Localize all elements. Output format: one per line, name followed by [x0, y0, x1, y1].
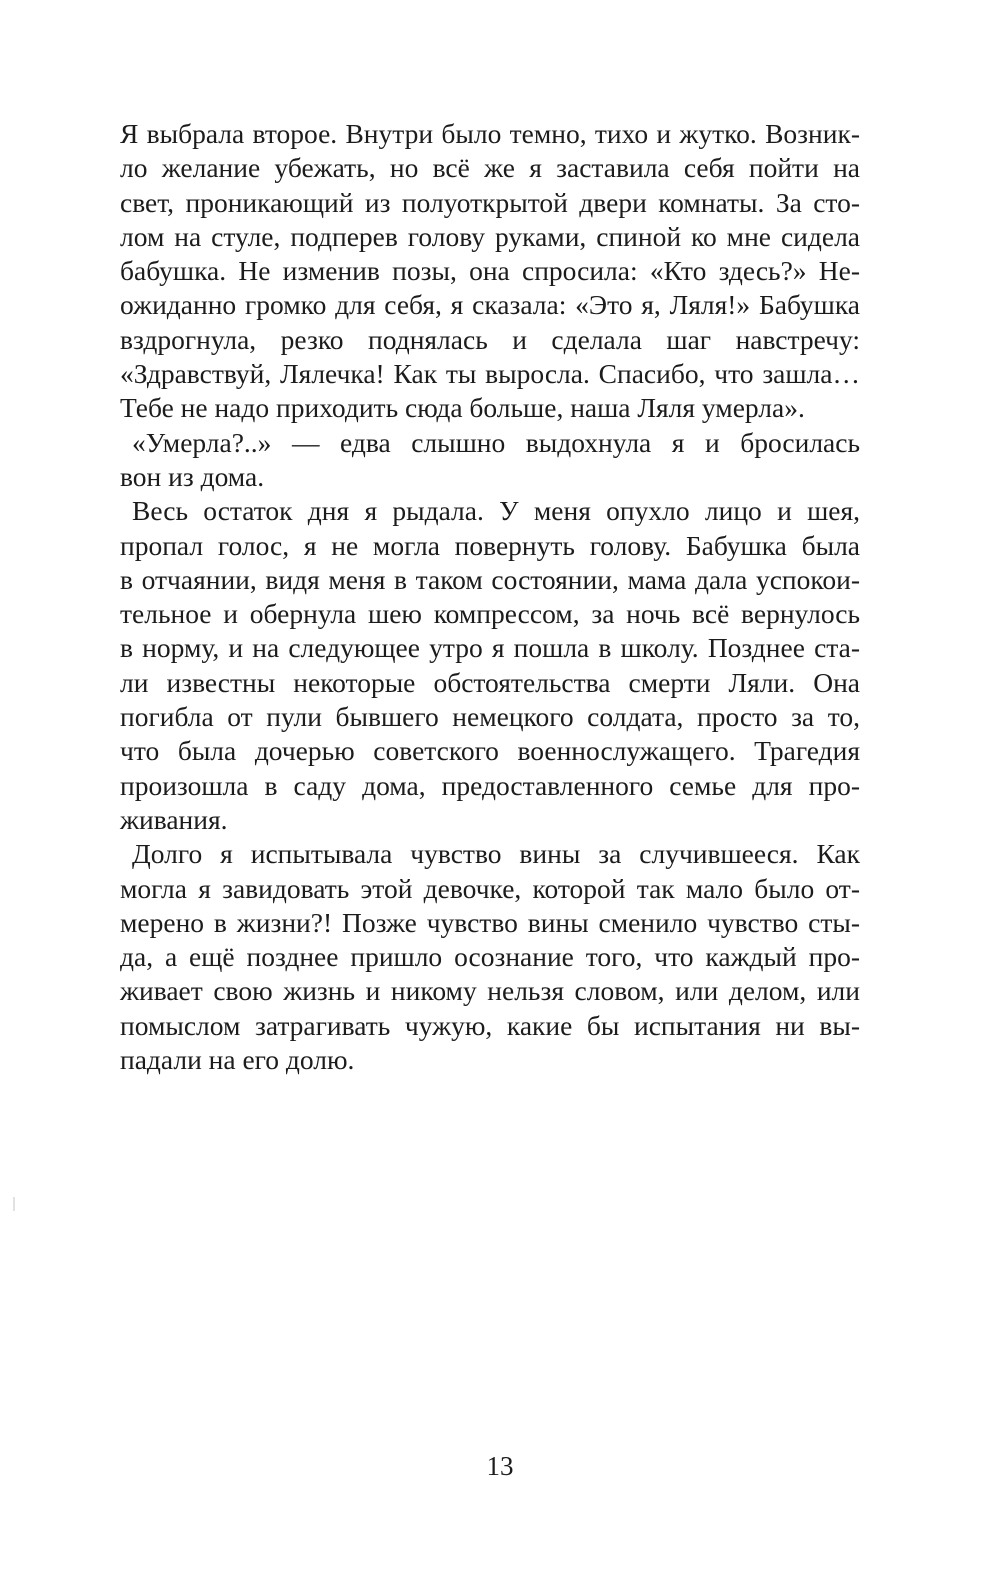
- page-number: 13: [486, 1451, 514, 1481]
- text-line: падали на его долю.: [120, 1044, 355, 1076]
- text-line: ло желание убежать, но всё же я заставила себя пойти на: [120, 152, 860, 184]
- text-line: Тебе не надо приходить сюда больше, наша Ляля умерла».: [120, 392, 805, 424]
- text-line: тельное и обернула шею компрессом, за ночь всё вернулось: [120, 598, 860, 630]
- text-line: свет, проникающий из полуоткрытой двери комнаты. За сто-: [120, 186, 860, 218]
- text-line: вздрогнула, резко поднялась и сделала шаг навстречу:: [120, 323, 860, 355]
- text-line: живания.: [120, 803, 228, 835]
- text-line: Я выбрала второе. Внутри было темно, тихо и жутко. Возник-: [120, 118, 860, 149]
- text-line: пропал голос, я не могла повернуть голову. Бабушка была: [120, 529, 860, 561]
- text-line: да, а ещё позднее пришло осознание того, что каждый про-: [120, 941, 860, 973]
- paragraph: [120, 494, 860, 837]
- text-line: лом на стуле, подперев голову руками, спиной ко мне сидела: [120, 220, 860, 252]
- text-line: мерено в жизни?! Позже чувство вины сменило чувство сты-: [120, 906, 860, 938]
- text-line: помыслом затрагивать чужую, какие бы испытания ни вы-: [120, 1009, 860, 1041]
- paragraph: [120, 426, 860, 495]
- text-line: бабушка. Не изменив позы, она спросила: «Кто здесь?» Не-: [120, 255, 860, 287]
- body-text: [120, 117, 860, 1077]
- text-line: ожиданно громко для себя, я сказала: «Это я, Ляля!» Бабушка: [120, 289, 860, 321]
- scan-speck: [13, 1197, 15, 1211]
- text-line: что была дочерью советского военнослужащего. Трагедия: [120, 735, 860, 767]
- text-line: в отчаянии, видя меня в таком состоянии, мама дала успокои-: [120, 563, 860, 595]
- text-line: вон из дома.: [120, 460, 265, 492]
- text-line: Долго я испытывала чувство вины за случившееся. Как: [132, 838, 860, 870]
- text-line: «Здравствуй, Лялечка! Как ты выросла. Спасибо, что зашла…: [120, 358, 860, 390]
- text-line: в норму, и на следующее утро я пошла в школу. Позднее ста-: [120, 632, 860, 664]
- text-line: «Умерла?..» — едва слышно выдохнула я и бросилась: [132, 426, 860, 458]
- text-line: Весь остаток дня я рыдала. У меня опухло лицо и шея,: [132, 495, 860, 527]
- text-line: погибла от пули бывшего немецкого солдата, просто за то,: [120, 701, 860, 733]
- text-line: произошла в саду дома, предоставленного семье для про-: [120, 769, 860, 801]
- text-line: ли известны некоторые обстоятельства смерти Ляли. Она: [120, 666, 860, 698]
- paragraph: [120, 837, 860, 1077]
- text-line: живает свою жизнь и никому нельзя словом, или делом, или: [120, 975, 860, 1007]
- text-line: могла я завидовать этой девочке, которой так мало было от-: [120, 872, 860, 904]
- paragraph: [120, 117, 860, 426]
